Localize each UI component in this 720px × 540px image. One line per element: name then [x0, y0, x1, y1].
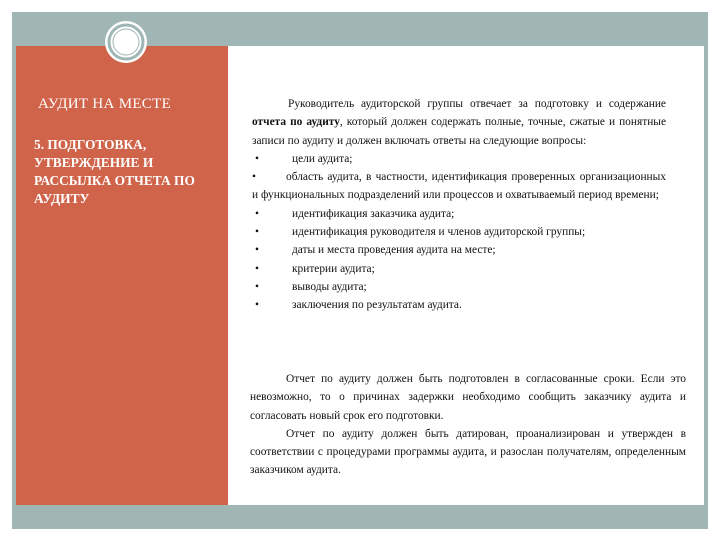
closing-content [250, 370, 686, 480]
list-item: • область аудита, в частности, идентификация проверенных организационных и функциональных подразделений или процессов и охватываемый период времени; [252, 171, 666, 202]
main-content [252, 95, 666, 315]
list-item: • заключения по результатам аудита. [255, 299, 462, 312]
list-item: • даты и места проведения аудита на месте; [255, 244, 496, 257]
paragraph-deadline: Отчет по аудиту должен быть подготовлен в согласованные сроки. Если это невозможно, то о причинах задержки необходимо сообщить заказчику аудита и согласовать новый срок его подготовки. [250, 373, 686, 422]
frame-bottom-bar [12, 505, 708, 529]
list-item: • цели аудита; [255, 152, 353, 165]
circle-badge-icon [104, 20, 148, 64]
list-item: • идентификация руководителя и членов аудиторской группы; [255, 226, 586, 239]
list-item: • идентификация заказчика аудита; [255, 207, 455, 220]
intro-paragraph: Руководитель аудиторской группы отвечает за подготовку и содержание отчета по аудиту, который должен содержать полные, точные, сжатые и понятные записи по аудиту и должен включать ответы на следующие вопросы: [252, 98, 666, 147]
list-item: • выводы аудита; [255, 280, 367, 293]
list-item: • критерии аудита; [255, 262, 375, 275]
section-title: АУДИТ НА МЕСТЕ [38, 96, 172, 112]
section-subtitle: 5. ПОДГОТОВКА, УТВЕРЖДЕНИЕ И РАССЫЛКА ОТЧЕТА ПО АУДИТУ [34, 137, 195, 206]
sidebar-panel [16, 46, 228, 505]
requirements-list [252, 150, 666, 315]
paragraph-approval: Отчет по аудиту должен быть датирован, проанализирован и утвержден в соответствии с процедурами программы аудита, и разослан получателям, определенным заказчиком аудита. [250, 427, 686, 477]
frame-right-border [704, 46, 708, 505]
intro-bold: отчета по аудиту [252, 116, 340, 129]
